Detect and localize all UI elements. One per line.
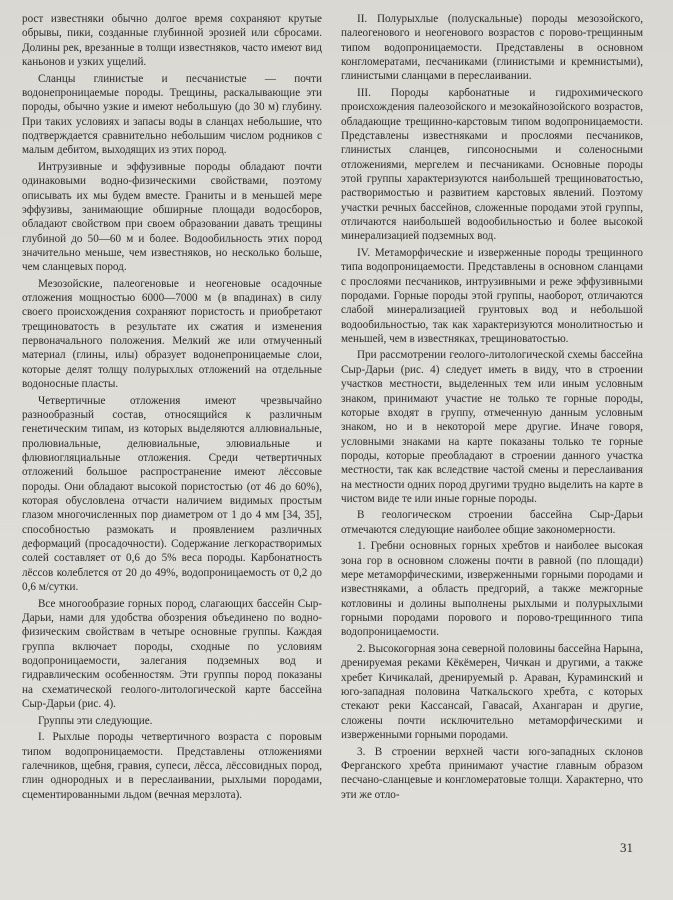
paragraph: 2. Высокогорная зона северной половины бассейна Нарына, дренируемая реками Кёкёмерен, Чичкан и другими, а также хребет Кичикалай, дренируемый р. Араван, Кураминский и юго-западная половина Чаткальского хребта, с которых стекают реки Кассансай, Гавасай, Ахангаран и другие, сложены почти исключительно метаморфическими и изверженными горными породами. — [341, 642, 643, 741]
paragraph: Все многообразие горных пород, слагающих бассейн Сыр-Дарьи, нами для удобства обозрения объединено по водно-физическим свойствам в четыре основные группы. Каждая группа включает породы, сходные по условиям водопроницаемости, залегания подземных вод и гидравлическим особенностям. Эти группы пород показаны на схематической геолого-литологической карте бассейна Сыр-Дарьи (рис. 4). — [22, 597, 322, 711]
paragraph: В геологическом строении бассейна Сыр-Дарьи отмечаются следующие наиболее общие закономерности. — [341, 509, 643, 536]
paragraph: II. Полурыхлые (полускальные) породы мезозойского, палеогенового и неогенового возрастов с порово-трещинным типом водопроницаемости. Представлены в основном конгломератами, песчаниками (глинистыми и кремнистыми), глинистыми сланцами в переслаивании. — [341, 13, 643, 83]
paragraph: IV. Метаморфические и изверженные породы трещинного типа водопроницаемости. Представлены в основном сланцами с прослоями песчаников, интрузивными и реже эффузивными породами. Горные породы этой группы, наоборот, отличаются слабой минерализацией грунтовых вод и небольшой водообильностью, так как характеризуются монолитностью и меньшей, чем в известняках, трещиноватостью. — [341, 246, 643, 345]
paragraph: Интрузивные и эффузивные породы обладают почти одинаковыми водно-физическими свойствами, поэтому описывать их мы будем вместе. Граниты и в меньшей мере эффузивы, занимающие обширные площади водосборов, обладают свойством при своем образовании давать трещины глубиной до 50—60 м и более. Водообильность этих пород значительно меньше, чем известняков, но несколько больше, чем сланцевых пород. — [22, 160, 322, 274]
paragraph: 3. В строении верхней части юго-западных склонов Ферганского хребта принимают участие главным образом песчано-сланцевые и конгломератовые толщи. Характерно, что эти же отло- — [341, 745, 643, 801]
paragraph: Сланцы глинистые и песчанистые — почти водонепроницаемые породы. Трещины, раскалывающие эти породы, обычно узкие и имеют небольшую (до 30 м) глубину. При таких условиях и запасы воды в сланцах небольшие, что подтверждается сравнительно небольшим числом родников с малым дебитом, выходящих из этих пород. — [22, 72, 322, 157]
paragraph: 1. Гребни основных горных хребтов и наиболее высокая зона гор в основном сложены почти в равной (по площади) мере метаморфическими, изверженными горными породами и известняками, а область предгорий, а также межгорные котловины и долины выполнены рыхлыми и полурыхлыми горными породами порового и порово-трещинного типа водопроницаемости. — [341, 540, 643, 639]
paragraph: III. Породы карбонатные и гидрохимического происхождения палеозойского и мезокайнозойского возрастов, обладающие трещинно-карстовым типом водопроницаемости. Представлены известняками и прослоями песчаников, глинистых сланцев, гипсоносными и соленосными отложениями, мергелем и песчаниками. Основные породы этой группы характеризуются наибольшей трещиноватостью, растворимостью и развитием карстовых явлений. Поэтому участки речных бассейнов, сложенные породами этой группы, отличаются наибольшей водообильностью и более высокой минерализацией подземных вод. — [341, 86, 643, 243]
right-column — [341, 12, 643, 804]
paragraph: I. Рыхлые породы четвертичного возраста с поровым типом водопроницаемости. Представлены отложениями галечников, щебня, гравия, супеси, лёсса, лёссовидных пород, глин однородных и в переслаивании, рыхлыми породами, сцементированными льдом (вечная мерзлота). — [22, 731, 322, 801]
page-number: 31 — [620, 840, 633, 855]
paragraph: Четвертичные отложения имеют чрезвычайно разнообразный состав, относящийся к различным генетическим типам, из которых выделяются аллювиальные, пролювиальные, делювиальные, элювиальные и флювиогляциальные отложения. Среди четвертичных отложений большое распространение имеют лёссовые породы. Они обладают высокой пористостью (от 46 до 60%), которая обусловлена отчасти наличием видимых простым глазом многочисленных пор диаметром от 1 до 4 мм [34, 35], способностью размокать и проявлением различных деформаций (просадочности). Содержание легкорастворимых солей составляет от 0,6 до 5% веса породы. Карбонатность лёссов колеблется от 20 до 49%, водопроницаемость от 0,2 до 0,6 м/сутки. — [22, 394, 322, 594]
paragraph: Группы эти следующие. — [38, 714, 153, 727]
left-column — [22, 12, 322, 804]
paragraph: При рассмотрении геолого-литологической схемы бассейна Сыр-Дарьи (рис. 4) следует иметь в виду, что в строении участков местности, выделенных тем или иным условным знаком, принимают участие не только те горные породы, которые входят в группу, отмеченную данным условным знаком, но и в некоторой мере другие. Иначе говоря, условными знаками на карте показаны только те горные породы, которые преобладают в строении данного участка местности, так как вследствие частой смены и переслаивания на местности одних пород другими трудно выделить на карте в чистом виде те или иные горные породы. — [341, 349, 643, 505]
paragraph: Мезозойские, палеогеновые и неогеновые осадочные отложения мощностью 6000—7000 м (в впадинах) в силу своего происхождения сохраняют пористость и приобретают трещиноватость в результате их сжатия и изменения первоначального положения. Мелкий же или отмученный материал (глины, илы) образует водонепроницаемые слои, которые делят толщу полурыхлых отложений на отдельные водоносные пласты. — [22, 277, 322, 391]
paragraph: рост известняки обычно долгое время сохраняют крутые обрывы, пики, созданные глубинной эрозией или сбросами. Долины рек, врезанные в толщи известняков, часто имеют вид каньонов и узких ущелий. — [22, 13, 322, 69]
